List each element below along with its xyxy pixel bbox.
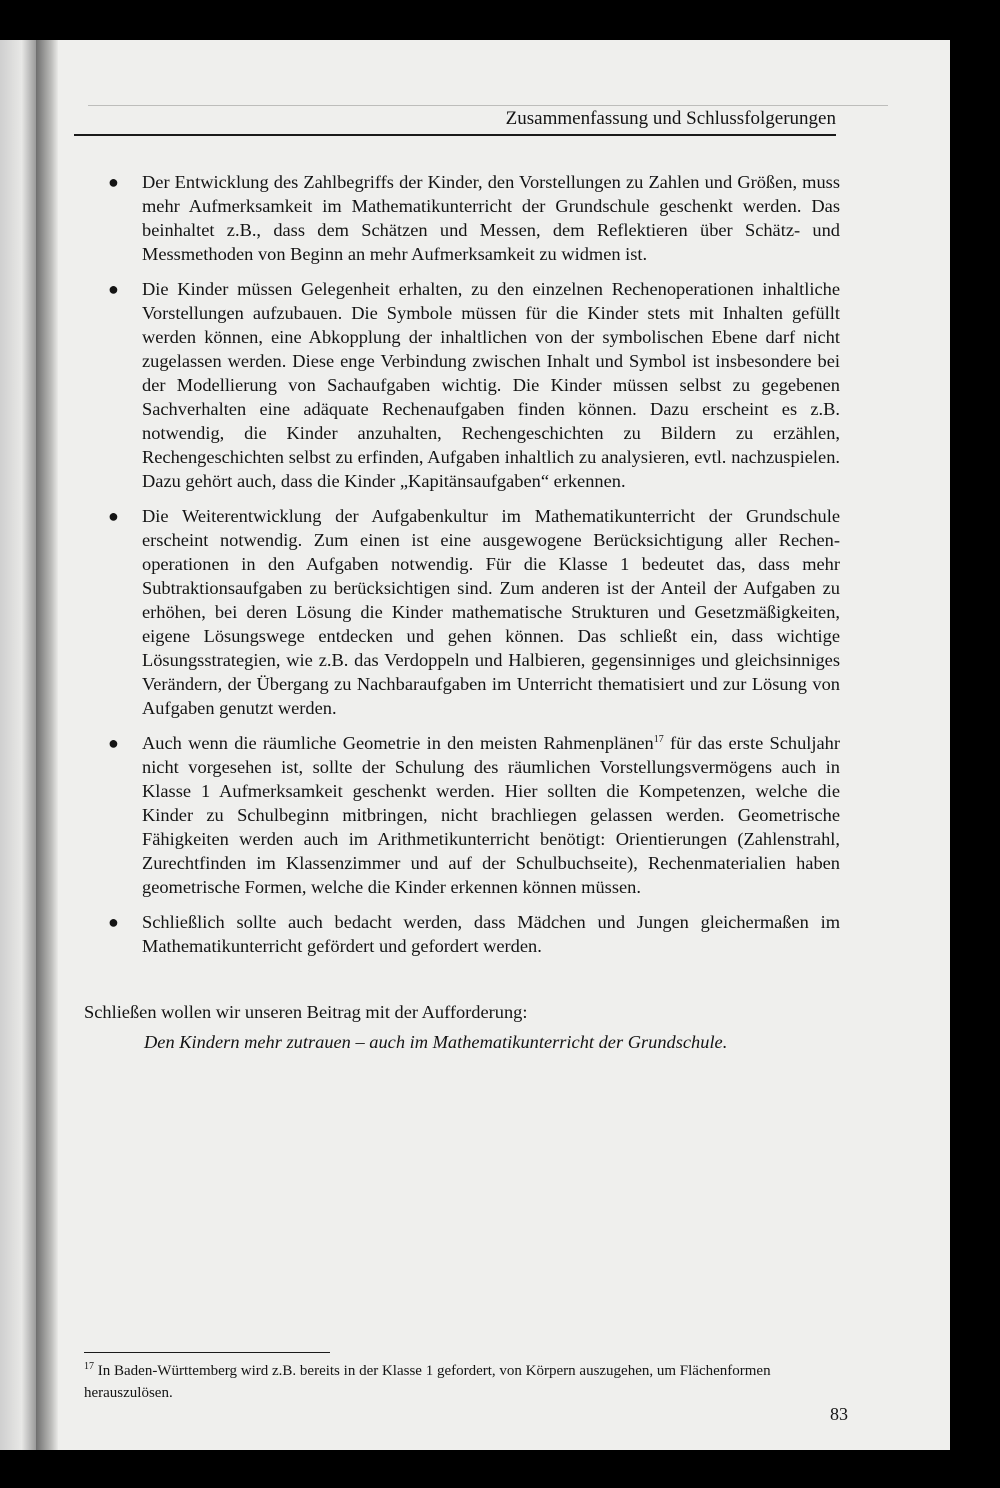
list-item-text-part: für das erste Schuljahr nicht vorgesehen ist, sollte der Schulung des räumlichen Vorstellungsvermögens auch in Klasse 1 Aufmerksamkeit geschenkt werden. Hier sollten die Kompetenzen, welche die Kinder zu Schulbeginn mitbringen, nicht brachliegen gelassen werden. Geometrische Fähigkeiten werden auch im Arithmetikunterricht benötigt: Orientierungen (Zahlenstrahl, Zurechtfinden im Klassenzimmer und auf der Schulbuchseite), Rechenmaterialien haben geometrische Formen, welche die Kinder erkennen können müssen. xyxy=(142,733,840,897)
footnote-rule xyxy=(84,1352,330,1353)
list-item xyxy=(106,910,840,958)
list-item-text: Schließlich sollte auch bedacht werden, dass Mädchen und Jungen gleichermaßen im Mathematikunterricht gefördert und gefordert werden. xyxy=(142,912,840,956)
facing-page-edge xyxy=(0,40,36,1450)
list-item-text: Die Kinder müssen Gelegenheit erhalten, zu den einzelnen Rechenoperationen inhaltliche Vorstellungen aufzubauen. Die Symbole müssen für die Kinder stets mit Inhalten gefüllt werden können, eine Abkopplung der inhaltlichen von der symbolischen Ebene darf nicht zugelassen werden. Diese enge Verbindung zwischen Inhalt und Symbol ist insbesondere bei der Modellierung von Sachaufgaben wichtig. Die Kinder müssen selbst zu gegebenen Sachverhalten eine adäquate Rechenaufgaben finden können. Dazu erscheint es z.B. notwendig, die Kinder anzuhalten, Rechengeschichten zu Bildern zu erzählen, Rechengeschichten selbst zu erfinden, Aufgaben inhaltlich zu analysieren, evtl. nachzuspielen. Dazu gehört auch, dass die Kinder „Kapitänsaufgaben“ erkennen. xyxy=(142,279,840,491)
bullet-icon: ● xyxy=(108,506,119,526)
list-item xyxy=(106,170,840,266)
header-rule-faint xyxy=(88,105,888,106)
bullet-icon: ● xyxy=(108,733,119,753)
footnote-reference: 17 xyxy=(653,733,664,745)
page-number: 83 xyxy=(830,1404,848,1424)
list-item xyxy=(106,731,840,899)
footnote-text: In Baden-Württemberg wird z.B. bereits in der Klasse 1 gefordert, von Körpern auszugehen, um Flächenformen herauszulösen. xyxy=(84,1363,771,1401)
list-item-text: Die Weiterentwicklung der Aufgabenkultur im Mathematikunterricht der Grundschule erscheint notwendig. Zum einen ist eine ausgewogene Berücksichtigung aller Rechenoperationen in den Aufgaben notwendig. Für die Klasse 1 bedeutet das, dass mehr Subtraktionsaufgaben zu berücksichtigen sind. Zum anderen ist der Anteil der Aufgaben zu erhöhen, bei deren Lösung die Kinder mathematische Strukturen und Gesetzmäßigkeiten, eigene Lösungswege entdecken und gehen können. Das schließt ein, dass wichtige Lösungsstrategien, wie z.B. das Verdoppeln und Halbieren, gegensinniges und gleichsinniges Verändern, der Übergang zu Nachbaraufgaben im Unterricht thematisiert und zur Lösung von Aufgaben genutzt werden. xyxy=(142,506,840,718)
footnote xyxy=(84,1360,844,1404)
conclusions-list xyxy=(106,170,840,958)
bullet-icon: ● xyxy=(108,279,119,299)
book-page xyxy=(58,40,950,1450)
list-item xyxy=(106,277,840,493)
header-rule xyxy=(74,134,836,136)
bullet-icon: ● xyxy=(108,172,119,192)
footnote-marker: 17 xyxy=(84,1361,94,1372)
list-item xyxy=(106,504,840,720)
list-item-text xyxy=(142,733,840,897)
closing-sentence: Schließen wollen wir unseren Beitrag mit der Aufforderung: xyxy=(84,1002,528,1022)
book-gutter xyxy=(36,40,58,1450)
list-item-text-part: Auch wenn die räumliche Geometrie in den meisten Rahmenplänen xyxy=(142,733,654,753)
running-head: Zusammenfassung und Schlussfolgerungen xyxy=(505,108,836,129)
list-item-text: Der Entwicklung des Zahlbegriffs der Kinder, den Vorstellungen zu Zahlen und Größen, muss mehr Aufmerksamkeit im Mathematikunterricht der Grundschule geschenkt werden. Das beinhaltet z.B., dass dem Schätzen und Messen, dem Reflektieren über Schätz- und Messmethoden von Beginn an mehr Aufmerksamkeit zu widmen ist. xyxy=(142,172,840,264)
closing-motto: Den Kindern mehr zutrauen – auch im Mathematikunterricht der Grundschule. xyxy=(144,1032,728,1052)
bullet-icon: ● xyxy=(108,912,119,932)
